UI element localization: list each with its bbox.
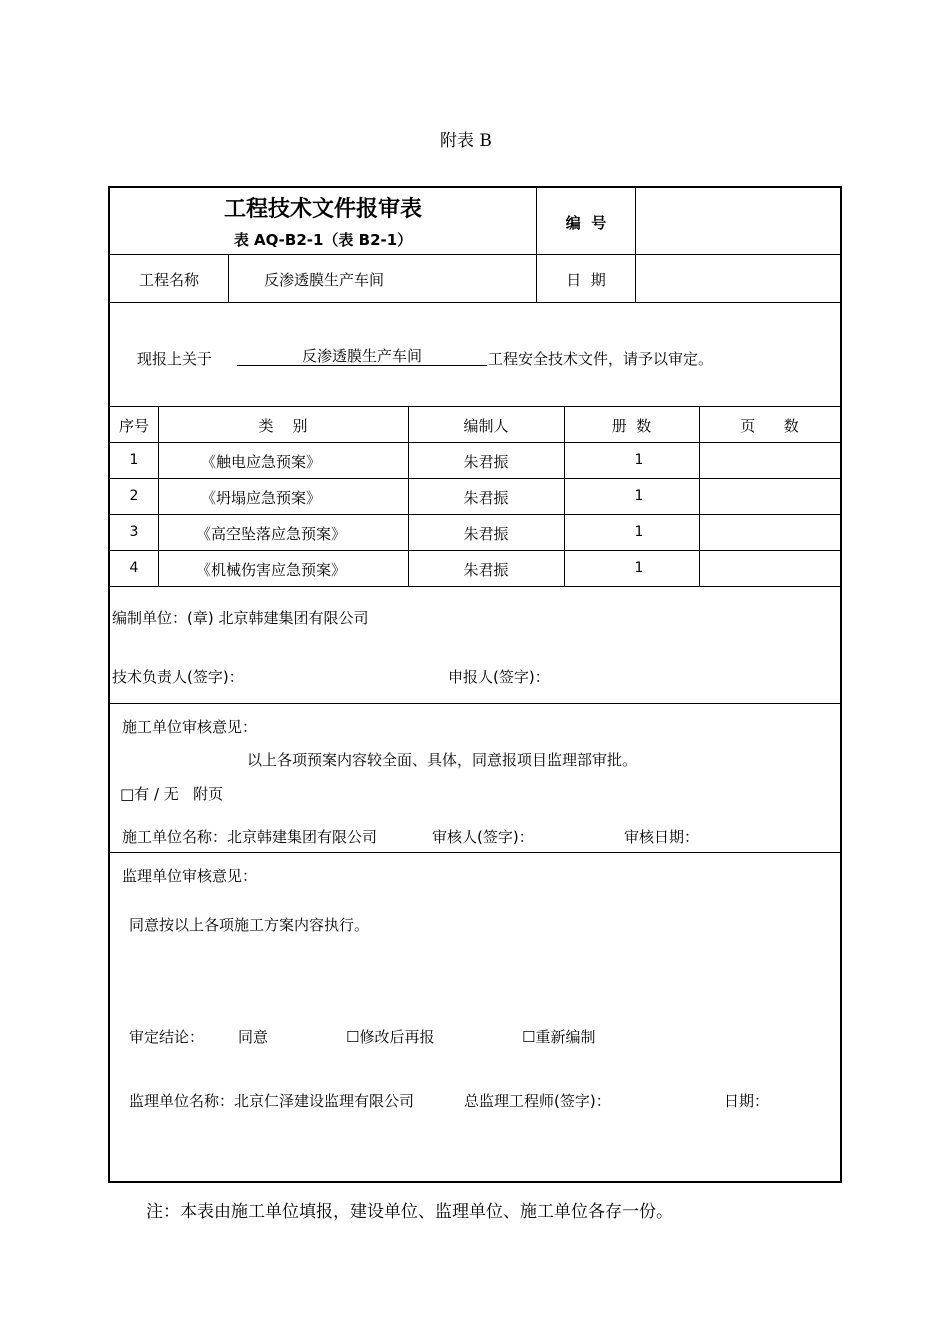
project-name-value[interactable]: 反渗透膜生产车间 (264, 271, 385, 289)
cell-index: 1 (129, 452, 139, 468)
cell-category: 《触电应急预案》 (200, 453, 321, 471)
cell-category: 《高空坠落应急预案》 (195, 525, 346, 543)
appendix-label: 附表 B (440, 131, 492, 151)
option-redo-checkbox[interactable]: ☐重新编制 (522, 1028, 596, 1046)
cell-volumes: 1 (634, 452, 644, 468)
form-subtitle: 表 AQ-B2-1（表 B2-1） (233, 231, 413, 249)
option-agree[interactable]: 同意 (238, 1028, 269, 1046)
cell-author: 朱君振 (463, 561, 509, 579)
cell-volumes: 1 (634, 488, 644, 504)
reporter-signature[interactable]: 申报人(签字)： (448, 668, 550, 686)
conclusion-label: 审定结论： (129, 1028, 205, 1046)
date-label: 日 期 (566, 271, 606, 289)
report-suffix: 工程安全技术文件，请予以审定。 (488, 350, 714, 368)
tech-lead-signature[interactable]: 技术负责人(签字)： (112, 668, 244, 686)
cell-volumes: 1 (634, 524, 644, 540)
construction-review-title: 施工单位审核意见： (122, 718, 258, 736)
cell-index: 4 (129, 560, 139, 576)
construction-unit-name: 施工单位名称：北京韩建集团有限公司 (122, 828, 378, 846)
supervision-review-opinion: 同意按以上各项施工方案内容执行。 (129, 916, 370, 934)
compile-unit: 编制单位：(章) 北京韩建集团有限公司 (112, 609, 369, 627)
construction-review-date[interactable]: 审核日期： (624, 828, 700, 846)
col-header-index: 序号 (118, 417, 149, 435)
cell-category: 《机械伤害应急预案》 (195, 561, 346, 579)
cell-volumes: 1 (634, 560, 644, 576)
construction-reviewer-signature[interactable]: 审核人(签字)： (432, 828, 534, 846)
option-revise-checkbox[interactable]: ☐修改后再报 (346, 1028, 435, 1046)
cell-author: 朱君振 (463, 453, 509, 471)
col-header-category: 类 别 (258, 417, 308, 435)
cell-index: 3 (129, 524, 139, 540)
report-prefix: 现报上关于 (137, 350, 213, 368)
cell-author: 朱君振 (463, 489, 509, 507)
construction-review-opinion: 以上各项预案内容较全面、具体，同意报项目监理部审批。 (247, 751, 638, 769)
supervision-unit-name: 监理单位名称：北京仁泽建设监理有限公司 (129, 1092, 415, 1110)
number-label: 编 号 (565, 214, 607, 232)
supervision-review-title: 监理单位审核意见： (122, 867, 258, 885)
cell-category: 《坍塌应急预案》 (200, 489, 321, 507)
chief-engineer-signature[interactable]: 总监理工程师(签字)： (464, 1092, 611, 1110)
footnote: 注：本表由施工单位填报，建设单位、监理单位、施工单位各存一份。 (146, 1202, 673, 1222)
cell-index: 2 (129, 488, 139, 504)
col-header-volumes: 册 数 (611, 417, 652, 435)
report-project-name[interactable]: 反渗透膜生产车间 (237, 348, 487, 366)
project-name-label: 工程名称 (138, 271, 199, 289)
form-title: 工程技术文件报审表 (223, 197, 422, 222)
attachment-checkbox[interactable]: □有 / 无 附页 (120, 785, 224, 803)
cell-author: 朱君振 (463, 525, 509, 543)
col-header-author: 编制人 (463, 417, 509, 435)
col-header-pages: 页 数 (740, 417, 799, 435)
supervision-date[interactable]: 日期： (724, 1092, 770, 1110)
